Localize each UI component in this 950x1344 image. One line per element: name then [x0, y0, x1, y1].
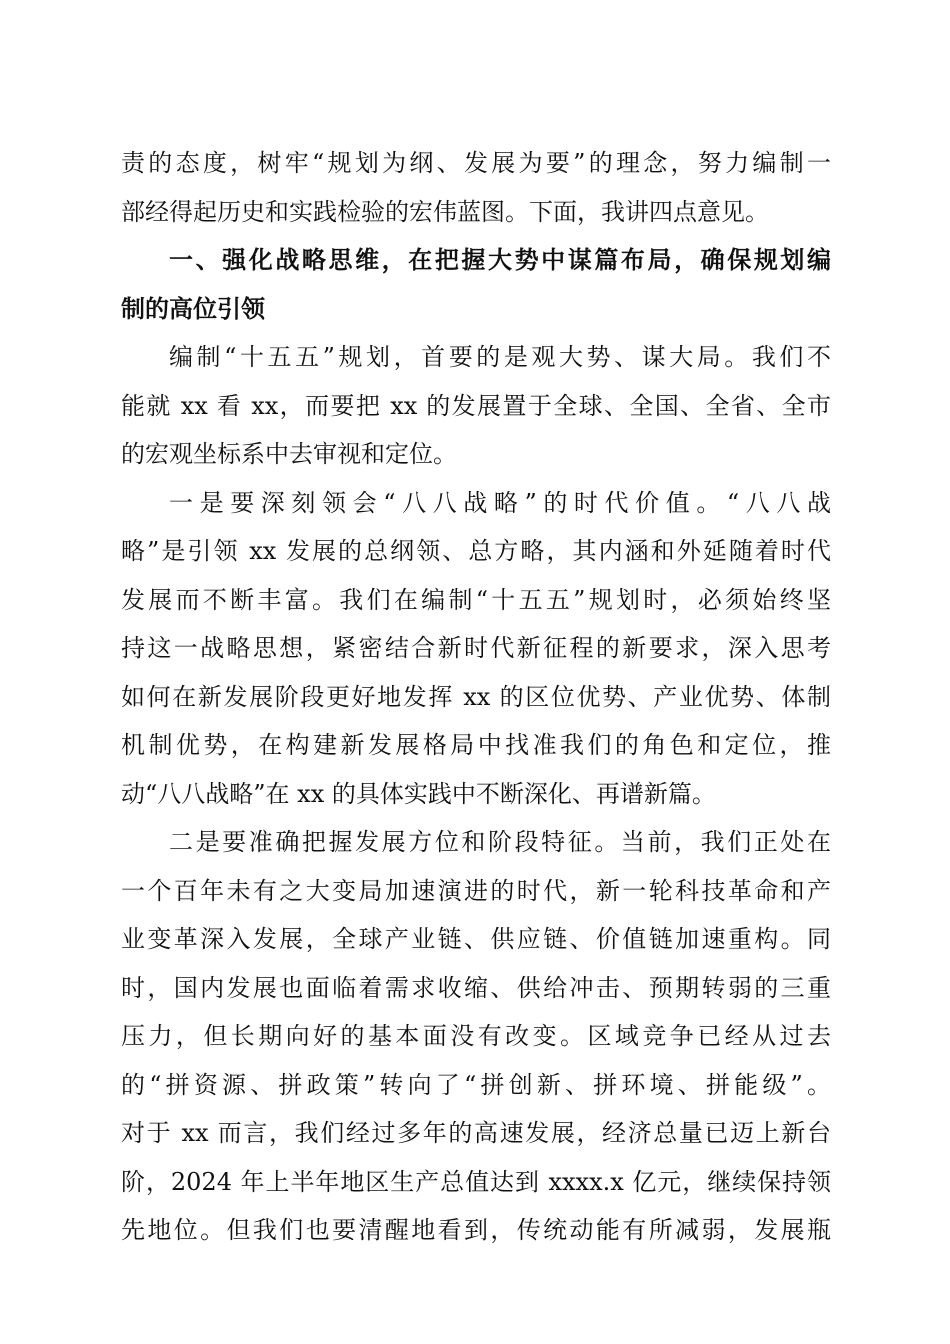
text-line: 能就 xx 看 xx，而要把 xx 的发展置于全球、全国、全省、全市 — [121, 391, 831, 420]
text-line: 持这一战略思想，紧密结合新时代新征程的新要求，深入思考 — [121, 634, 831, 662]
text-line: 一是要深刻领会“八八战略”的时代价值。“八八战 — [169, 488, 831, 517]
text-line: 一个百年未有之大变局加速演进的时代，新一轮科技革命和产 — [121, 876, 831, 905]
text-line: 发展而不断丰富。我们在编制“十五五”规划时，必须始终坚 — [121, 585, 831, 614]
heading-line: 一、强化战略思维，在把握大势中谋篇布局，确保规划编 — [169, 246, 831, 274]
text-line: 责的态度，树牢“规划为纲、发展为要”的理念，努力编制一 — [121, 149, 831, 177]
text-line: 压力，但长期向好的基本面没有改变。区域竞争已经从过去 — [121, 1022, 831, 1050]
text-line: 先地位。但我们也要清醒地看到，传统动能有所减弱，发展瓶 — [121, 1216, 831, 1244]
text-line: 对于 xx 而言，我们经过多年的高速发展，经济总量已迈上新台 — [121, 1119, 831, 1147]
paragraph-continuation — [121, 139, 831, 236]
document-body — [121, 139, 831, 1255]
text-line: 时，国内发展也面临着需求收缩、供给冲击、预期转弱的三重 — [121, 973, 831, 1002]
text-line: 的“拼资源、拼政策”转向了“拼创新、拼环境、拼能级”。 — [121, 1070, 831, 1099]
text-line: 如何在新发展阶段更好地发挥 xx 的区位优势、产业优势、体制 — [121, 682, 831, 711]
paragraph-point-one — [121, 479, 831, 819]
text-line: 略”是引领 xx 发展的总纲领、总方略，其内涵和外延随着时代 — [121, 537, 831, 565]
text-line: 的宏观坐标系中去审视和定位。 — [121, 440, 457, 468]
text-line: 业变革深入发展，全球产业链、供应链、价值链加速重构。同 — [121, 925, 831, 953]
text-line: 部经得起历史和实践检验的宏伟蓝图。下面，我讲四点意见。 — [121, 197, 769, 226]
text-line: 阶，2024 年上半年地区生产总值达到 xxxx.x 亿元，继续保持领 — [121, 1167, 831, 1196]
section-heading — [121, 236, 831, 333]
paragraph-point-two — [121, 818, 831, 1255]
text-line: 编制“十五五”规划，首要的是观大势、谋大局。我们不 — [169, 343, 831, 371]
text-line: 二是要准确把握发展方位和阶段特征。当前，我们正处在 — [169, 828, 831, 856]
paragraph-intro — [121, 333, 831, 479]
text-line: 机制优势，在构建新发展格局中找准我们的角色和定位，推 — [121, 731, 831, 759]
heading-line: 制的高位引领 — [121, 294, 265, 323]
text-line: 动“八八战略”在 xx 的具体实践中不断深化、再谱新篇。 — [121, 779, 716, 808]
